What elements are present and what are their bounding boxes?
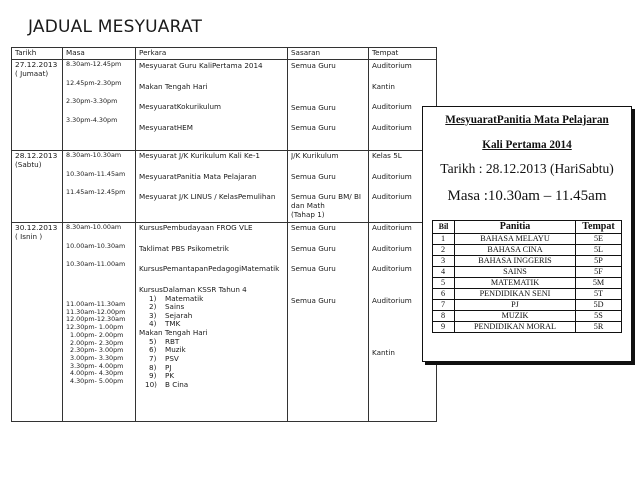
kssr-item [139,355,284,364]
day: ( Isnin ) [15,232,43,241]
room: 5D [576,300,622,311]
audience: J/K Kurikulum [291,152,339,160]
day: (Sabtu) [15,160,42,169]
panitia-table [432,220,622,333]
audience-cell [288,151,369,223]
audience: Semua Guru [291,62,336,70]
column-header-tempat: Tempat [369,48,437,60]
kssr-item [139,295,284,304]
bil: 3 [433,256,455,267]
time-slot: 4.30pm- 5.00pm [70,377,124,385]
agenda-cell [136,151,288,223]
kssr-item [139,320,284,329]
bil: 9 [433,322,455,333]
item-label: RBT [165,337,180,346]
item-number: 2) [149,303,157,312]
item-label: Muzik [165,346,186,355]
bil: 8 [433,311,455,322]
item-number: 9) [149,372,157,381]
room: 5R [576,322,622,333]
time-slot: 8.30am-10.00am [66,224,122,231]
bil: 4 [433,267,455,278]
time-slot: 2.30pm-3.30pm [66,98,118,106]
time-slot: 11.30am-12.00pm [66,308,126,316]
agenda-item: MesyuaratKokurikulum [139,103,222,112]
time-slot: 10.30am-11.45am [66,170,126,178]
panitia-header-row [433,221,622,234]
item-label: PSV [165,355,179,364]
time-slot: 2.00pm- 2.30pm [70,339,124,347]
table-row-group-30-12 [12,223,437,422]
item-number: 10) [145,380,157,389]
date-cell [12,223,63,422]
item-label: Matematik [165,294,204,303]
notice-subheading: Kali Pertama 2014 [482,139,572,151]
panitia: SAINS [455,267,576,278]
venue: Auditorium [372,265,412,274]
agenda-item: MesyuaratHEM [139,123,193,132]
agenda-cell [136,60,288,151]
column-header-perkara: Perkara [136,48,288,60]
agenda-item: Mesyuarat J/K Kurikulum Kali Ke-1 [139,152,260,160]
date-cell [12,151,63,223]
venue: Auditorium [372,172,412,181]
time-slot: 11.00am-11.30am [66,301,126,309]
column-header-panitia: Panitia [455,221,576,234]
item-number: 3) [149,311,157,320]
table-row [433,289,622,300]
venue: Auditorium [372,123,412,132]
table-row-group-28-12 [12,151,437,223]
audience: Semua Guru [291,224,336,232]
audience: Semua Guru [291,265,336,274]
kssr-item [139,303,284,312]
agenda-item: Mesyuarat Guru KaliPertama 2014 [139,62,263,70]
kssr-heading: KursusDalaman KSSR Tahun 4 [139,285,247,294]
panitia: BAHASA INGGERIS [455,256,576,267]
schedule-table [11,47,437,422]
day: ( Jumaat) [15,69,49,78]
time-cell [63,60,136,151]
date: 27.12.2013 [15,61,58,69]
room: 5M [576,278,622,289]
table-row-group-27-12 [12,60,437,151]
date: 30.12.2013 [15,224,58,232]
item-label: PK [165,372,175,381]
agenda-item: KursusPembudayaan FROG VLE [139,224,253,232]
table-row [433,245,622,256]
notice-heading: MesyuaratPanitia Mata Pelajaran [445,114,609,126]
bil: 1 [433,234,455,245]
audience [291,83,365,92]
venue: Kantin [372,348,395,357]
item-label: Sejarah [165,311,193,320]
audience: Semua Guru [291,172,336,181]
agenda-item: Taklimat PBS Psikometrik [139,244,229,253]
kssr-item [139,381,284,390]
notice-date: Tarikh : 28.12.2013 (HariSabtu) [440,161,614,176]
table-row [433,311,622,322]
panitia: PENDIDIKAN SENI [455,289,576,300]
audience: Semua Guru BM/ BI [291,193,362,202]
column-header-tarikh: Tarikh [12,48,63,60]
time-slot: 4.00pm- 4.30pm [70,370,124,378]
table-row [433,256,622,267]
venue: Auditorium [372,103,412,112]
time-slot: 10.30am-11.00am [66,261,126,269]
room: 5E [576,234,622,245]
agenda-item: Mesyuarat J/K LINUS / KelasPemulihan [139,193,276,202]
item-label: PJ [165,363,172,372]
time-slot: 3.30pm-4.30pm [66,117,118,125]
audience: (Tahap 1) [291,210,325,219]
bil: 5 [433,278,455,289]
item-number: 4) [149,320,157,329]
item-number: 1) [149,294,157,303]
kssr-item [139,346,284,355]
kssr-item [139,312,284,321]
audience: dan Math [291,201,325,210]
column-header-bil: Bil [433,221,455,234]
bil: 6 [433,289,455,300]
item-label: TMK [165,320,181,329]
panitia-meeting-notice [422,106,632,362]
time-cell [63,223,136,422]
column-header-masa: Masa [63,48,136,60]
table-row [433,300,622,311]
room: 5T [576,289,622,300]
venue: Auditorium [372,296,412,305]
date-cell [12,60,63,151]
room: 5F [576,267,622,278]
column-header-sasaran: Sasaran [288,48,369,60]
agenda-cell [136,223,288,422]
audience: Semua Guru [291,124,336,133]
venue: Auditorium [372,224,412,232]
date: 28.12.2013 [15,152,58,160]
item-number: 5) [149,337,157,346]
item-number: 7) [149,355,157,364]
time-slot: 8.30am-10.30am [66,152,122,159]
panitia: BAHASA MELAYU [455,234,576,245]
agenda-item: MesyuaratPanitia Mata Pelajaran [139,172,257,181]
time-slot: 8.30am-12.45pm [66,61,122,68]
bil: 7 [433,300,455,311]
time-slot: 12.30pm- 1.00pm [66,324,124,332]
table-row [433,322,622,333]
bil: 2 [433,245,455,256]
item-number: 6) [149,346,157,355]
item-label: Sains [165,303,185,312]
table-row [433,234,622,245]
panitia: MATEMATIK [455,278,576,289]
item-number: 8) [149,363,157,372]
time-slot: 3.30pm- 4.00pm [70,362,124,370]
audience-cell [288,223,369,422]
panitia: MUZIK [455,311,576,322]
kssr-item [139,338,284,347]
kssr-time-list [66,301,132,386]
agenda-item: KursusPemantapanPedagogiMatematik [139,265,280,274]
venue: Auditorium [372,244,412,253]
venue: Auditorium [372,62,412,70]
item-label: B Cina [165,380,189,389]
notice-time: Masa :10.30am – 11.45am [447,188,607,204]
agenda-item: Makan Tengah Hari [139,82,208,91]
venue: Kantin [372,82,395,91]
audience: Semua Guru [291,296,336,305]
kssr-item [139,364,284,373]
table-row [433,267,622,278]
room: 5P [576,256,622,267]
panitia: PJ [455,300,576,311]
room: 5L [576,245,622,256]
panitia: PENDIDIKAN MORAL [455,322,576,333]
time-slot: 3.00pm- 3.30pm [70,354,124,362]
time-slot: 12.45pm-2.30pm [66,79,122,87]
time-slot: 12.00pm-12.30am [66,316,126,324]
kssr-item [139,372,284,381]
table-row [433,278,622,289]
column-header-tempat: Tempat [576,221,622,234]
lunch-break: Makan Tengah Hari [139,329,208,338]
time-slot: 11.45am-12.45pm [66,189,126,197]
room: 5S [576,311,622,322]
venue: Kelas 5L [372,152,402,160]
time-cell [63,151,136,223]
panitia: BAHASA CINA [455,245,576,256]
time-slot: 1.00pm- 2.00pm [70,331,124,339]
audience-cell [288,60,369,151]
time-slot: 2.30pm- 3.00pm [70,347,124,355]
audience: Semua Guru [291,103,336,112]
audience: Semua Guru [291,244,336,253]
page-title: JADUAL MESYUARAT [28,17,203,37]
venue: Auditorium [372,193,412,202]
table-header-row [12,48,437,60]
time-slot: 10.00am-10.30am [66,242,126,250]
